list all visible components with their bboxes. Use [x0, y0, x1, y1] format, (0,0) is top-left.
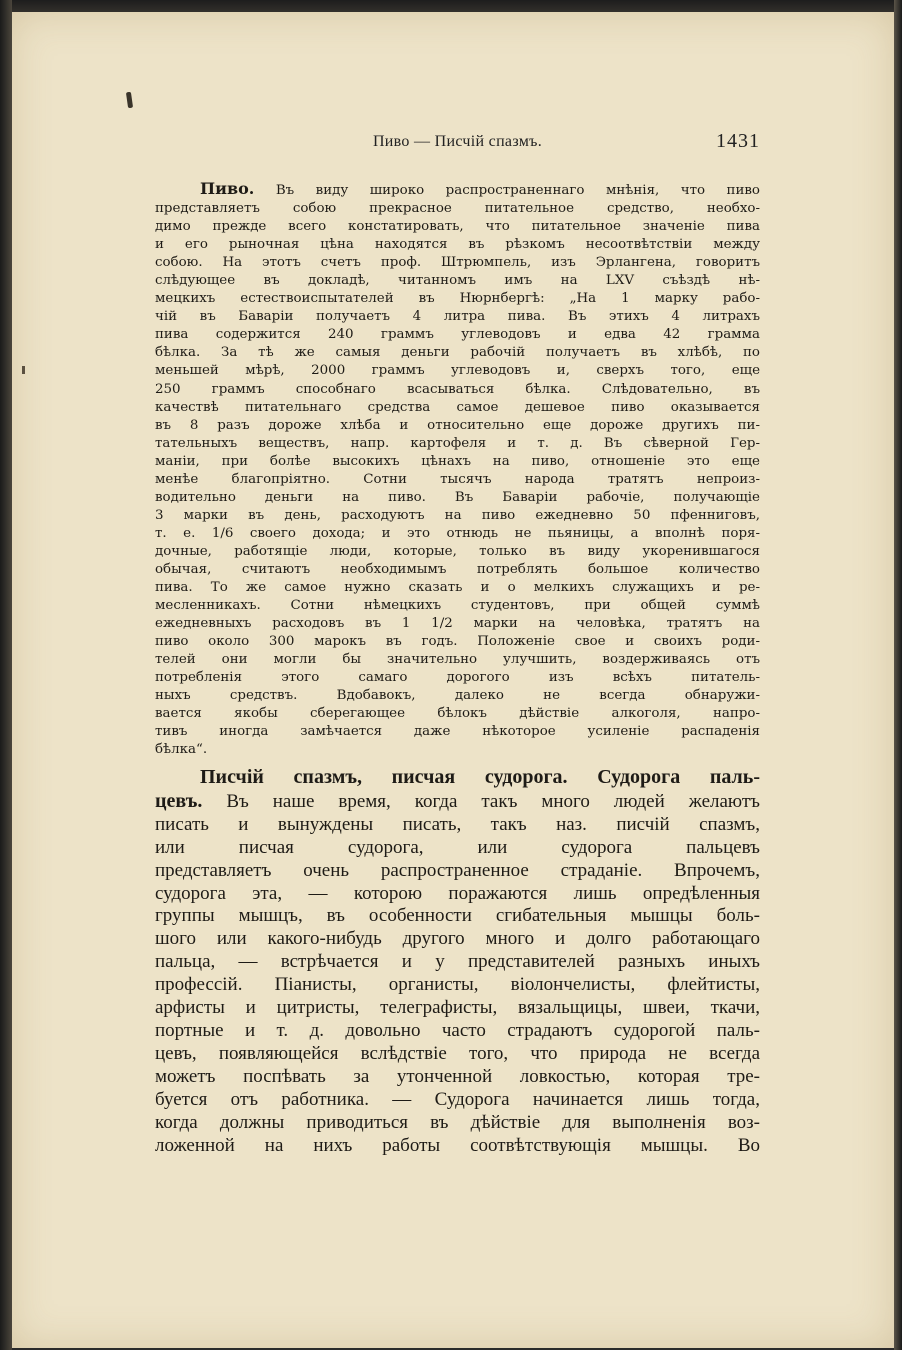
text-line: слѣдующее въ докладѣ, читанномъ имъ на LXV съѣздѣ нѣ-: [155, 273, 760, 289]
text-line: арфисты и цитристы, телеграфисты, вязальщицы, швеи, ткачи,: [155, 997, 760, 1019]
text-line: ныхъ средствъ. Вдобавокъ, далеко не всегда обнаружи-: [155, 688, 760, 704]
text-line: портные и т. д. довольно часто страдаютъ судорогой паль-: [155, 1019, 760, 1041]
text-line: пиво около 300 марокъ въ годъ. Положеніе свое и своихъ роди-: [155, 634, 760, 650]
article-heading-end: цевъ.: [155, 789, 203, 812]
text-line: цевъ. Въ наше время, когда такъ много людей желаютъ: [155, 789, 760, 812]
text-line: профессій. Піанисты, органисты, віолончелисты, флейтисты,: [155, 974, 760, 996]
text-line: маніи, при болѣе высокихъ цѣнахъ на пиво, отношеніе это еще: [155, 453, 760, 469]
text-line: или писчая судорога, или судорога пальцевъ: [155, 836, 760, 858]
article-spazm: [155, 766, 760, 1157]
text-line: ложенной на нихъ работы соотвѣтствующія мышцы. Во: [155, 1134, 760, 1156]
text-line: буется отъ работника. — Судорога начинается лишь тогда,: [155, 1088, 760, 1110]
text-line: мецкихъ естествоиспытателей въ Нюрнбергѣ: „На 1 марку рабо-: [155, 291, 760, 307]
text-line: 3 марки въ день, расходуютъ на пиво ежедневно 50 пфенниговъ,: [155, 507, 760, 523]
text-line: въ 8 разъ дороже хлѣба и относительно еще дороже другихъ пи-: [155, 417, 760, 433]
text-line: цевъ, появляющейся вслѣдствіе того, что природа не всегда: [155, 1042, 760, 1064]
text-line: собою. На этотъ счетъ проф. Штрюмпель, изъ Эрлангена, говоритъ: [155, 255, 760, 271]
text-line: бѣлка“.: [155, 742, 208, 758]
page-header: [155, 130, 760, 156]
text-line: пива. То же самое нужно сказать и о мелкихъ служащихъ и ре-: [155, 580, 760, 596]
text-line: менѣе благопріятно. Сотни тысячъ народа тратятъ непроиз-: [155, 471, 760, 487]
text-line: бѣлка. За тѣ же самыя деньги рабочій получаетъ въ хлѣбѣ, по: [155, 345, 760, 361]
scan-right-edge: [894, 0, 902, 1350]
text-line: 250 граммъ способнаго всасываться бѣлка. Слѣдовательно, въ: [155, 381, 760, 397]
text-line: т. е. 1/6 своего дохода; и это отнюдь не пьяницы, а вполнѣ поря-: [155, 525, 760, 541]
page-number: 1431: [716, 130, 760, 152]
running-title: Пиво — Писчій спазмъ.: [372, 133, 543, 150]
text-line: ежедневныхъ расходовъ въ 1 1/2 марки на человѣка, тратятъ на: [155, 616, 760, 632]
text-line: тивъ иногда замѣчается даже нѣкоторое усиленіе распаденія: [155, 724, 760, 740]
article-heading-line: [155, 766, 760, 790]
text-line: шого или какого-нибудь другого много и долго работающаго: [155, 928, 760, 950]
article-heading: Пиво.: [200, 180, 255, 198]
text-line: потребленія этого самаго дорогого изъ всѣхъ питатель-: [155, 670, 760, 686]
text-line: тательныхъ веществъ, напр. картофеля и т. д. Въ сѣверной Гер-: [155, 435, 760, 451]
text-line: качествѣ питательнаго средства самое дешевое пиво оказывается: [155, 399, 760, 415]
text-line: группы мышцъ, въ особенности сгибательныя мышцы боль-: [155, 905, 760, 927]
text-line: меньшей мѣрѣ, 2000 граммъ углеводовъ и, сверхъ того, еще: [155, 363, 760, 379]
text-line: обычая, считаютъ необходимымъ потреблять большое количество: [155, 561, 760, 577]
text-line: пальца, — встрѣчается и у представителей разныхъ иныхъ: [155, 951, 760, 973]
ink-speck: [22, 366, 25, 374]
text-line: водительно деньги на пиво. Въ Баваріи рабочіе, получающіе: [155, 489, 760, 505]
text-line: месленникахъ. Сотни нѣмецкихъ студентовъ, при общей суммѣ: [155, 598, 760, 614]
text-line: вается якобы сберегающее бѣлокъ дѣйствіе алкоголя, напро-: [155, 706, 760, 722]
text-line: Пиво. Въ виду широко распространеннаго мнѣнія, что пиво: [200, 180, 760, 198]
text-line: и его рыночная цѣна находятся въ рѣзкомъ несоотвѣтствіи между: [155, 237, 760, 253]
article-pivo: [155, 180, 760, 760]
text-line: писать и вынуждены писать, такъ наз. писчій спазмъ,: [155, 813, 760, 835]
scan-left-edge: [0, 0, 12, 1350]
text-line: пива содержится 240 граммъ углеводовъ и едва 42 грамма: [155, 327, 760, 343]
text-line: димо прежде всего констатировать, что питательное значеніе пива: [155, 219, 760, 235]
text-line: судорога эта, — которою поражаются лишь опредѣленныя: [155, 882, 760, 904]
text-line: чій въ Баваріи получаетъ 4 литра пива. Въ этихъ 4 литрахъ: [155, 309, 760, 325]
text-line: телей они могли бы значительно улучшить, воздерживаясь отъ: [155, 652, 760, 668]
text-line: можетъ поспѣвать за утонченной ловкостью, которая тре-: [155, 1065, 760, 1087]
text-line: представляетъ собою прекрасное питательное средство, необхо-: [155, 201, 760, 217]
article-heading: Писчій спазмъ, писчая судорога. Судорога паль-: [200, 766, 760, 788]
text-line: дочные, работящіе люди, которые, только въ виду укоренившагося: [155, 543, 760, 559]
text-line: представляетъ очень распространенное страданіе. Впрочемъ,: [155, 859, 760, 881]
text-line: когда должны приводиться въ дѣйствіе для выполненія воз-: [155, 1111, 760, 1133]
